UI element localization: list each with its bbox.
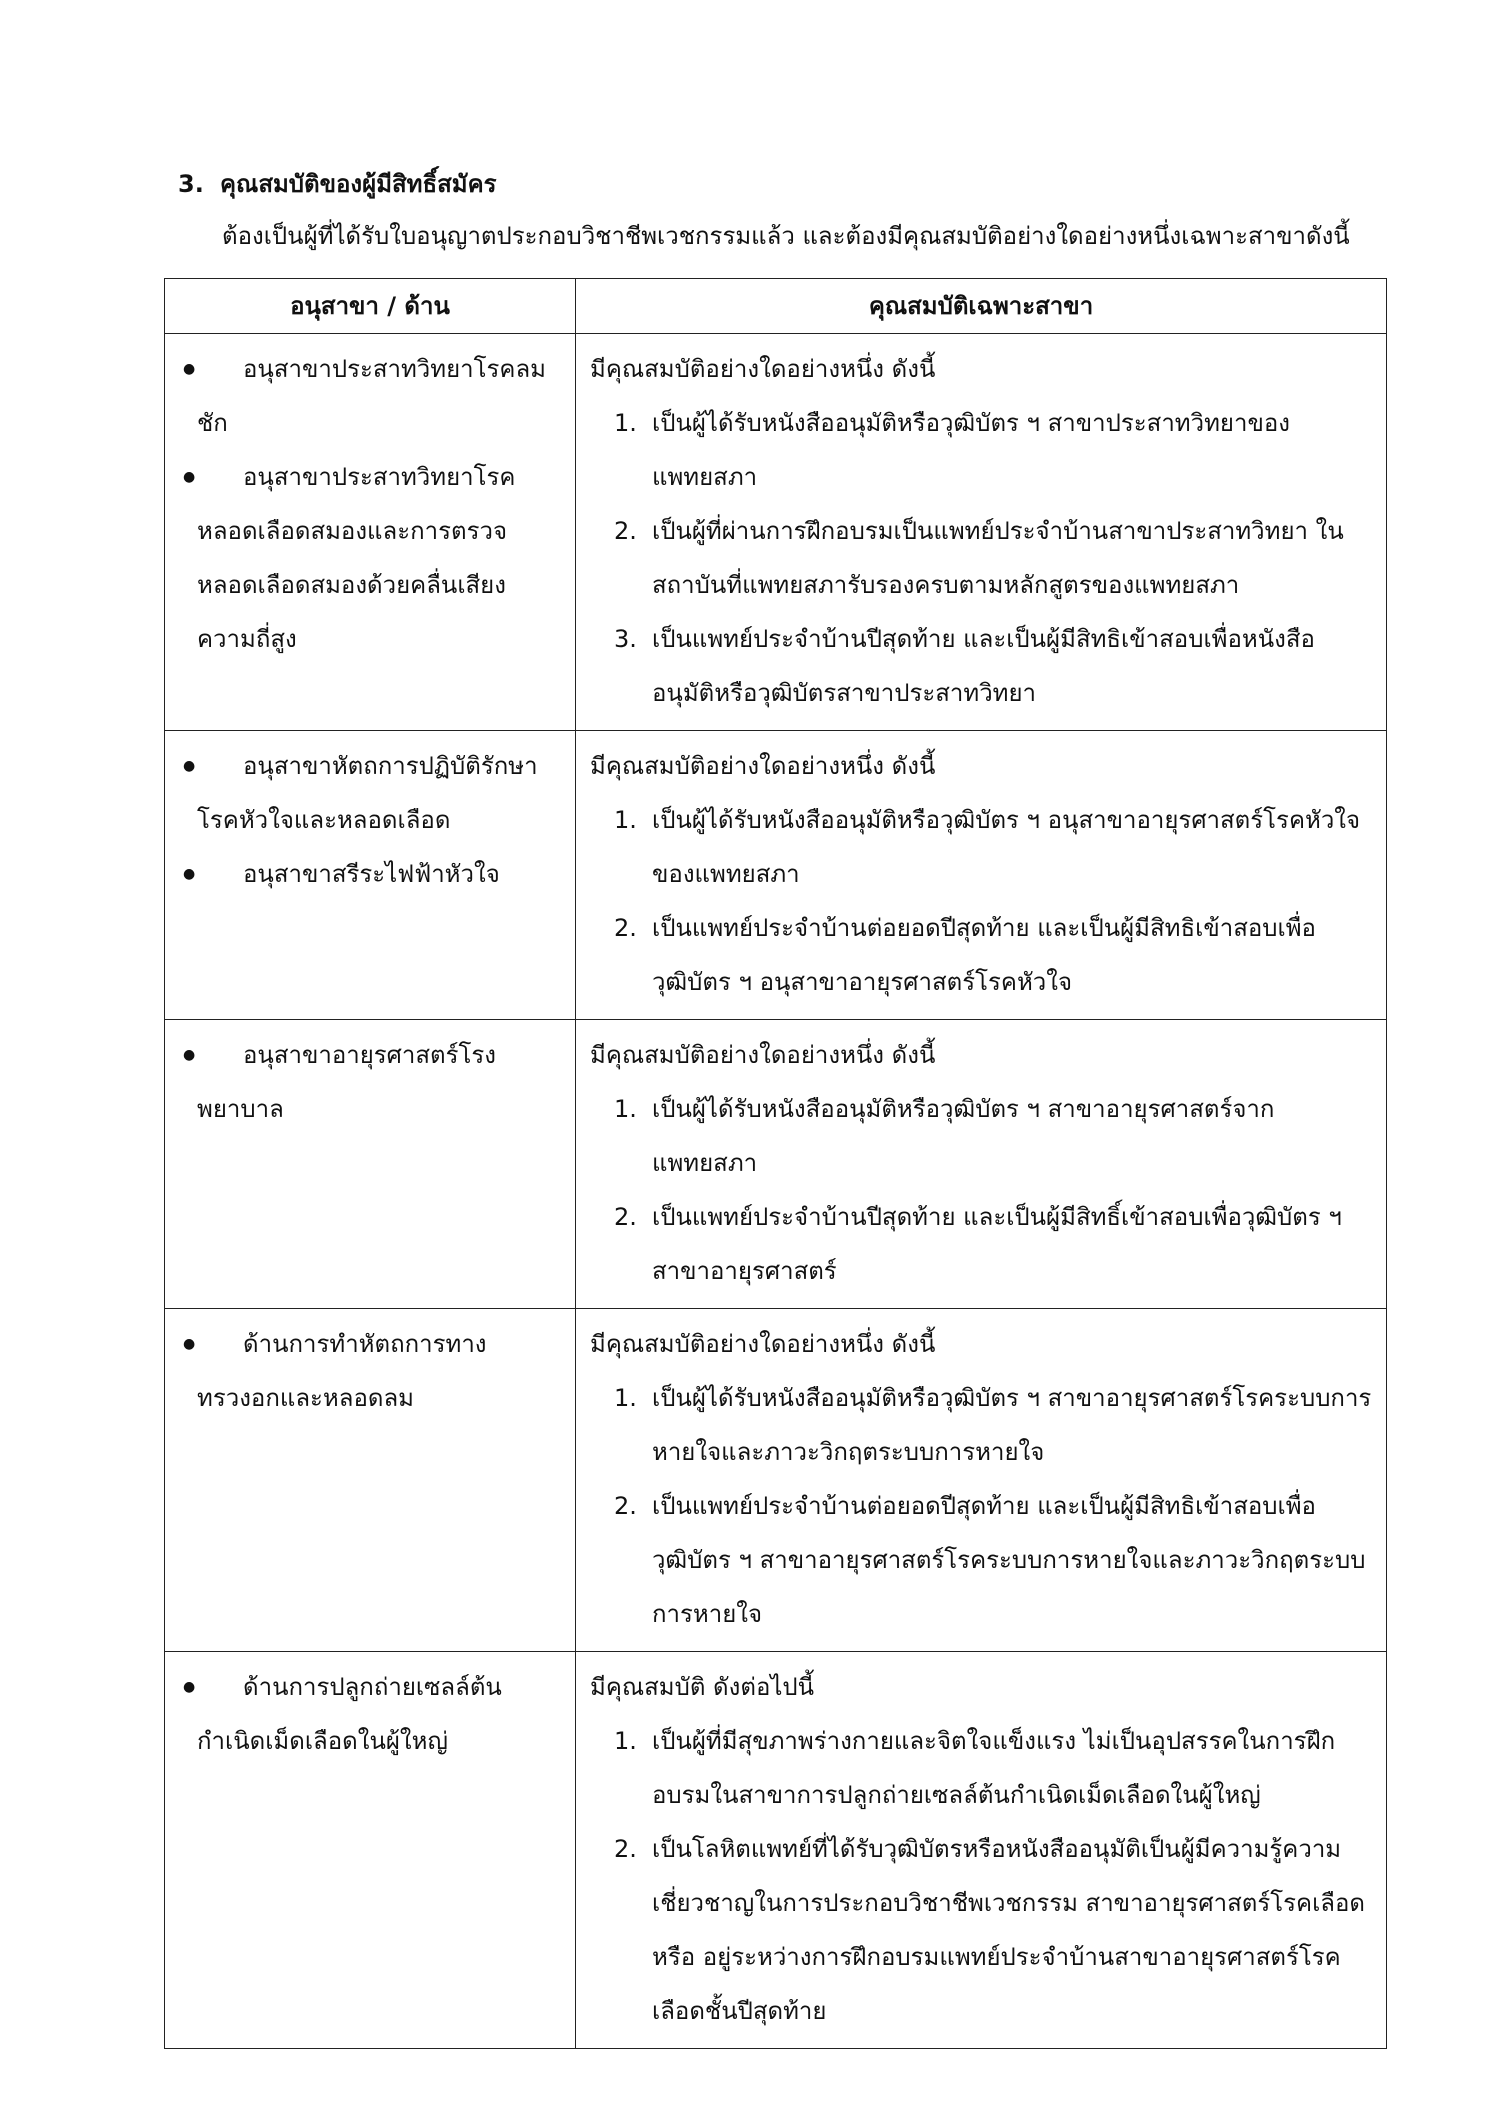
qualification-table (164, 278, 1387, 2049)
table-row (165, 1652, 1387, 2049)
criterion-number: 3. (614, 625, 637, 653)
criterion-number: 2. (614, 1203, 637, 1231)
subspecialty-list (179, 1028, 565, 1136)
qualification-lead: มีคุณสมบัติ ดังต่อไปนี้ (590, 1673, 815, 1701)
list-item: ● อนุสาขาหัตถการปฏิบัติรักษาโรคหัวใจและหลอดเลือด (179, 739, 565, 847)
list-item (614, 1479, 1376, 1641)
subspecialty-list (179, 1660, 565, 1768)
criterion-text: เป็นผู้ได้รับหนังสืออนุมัติหรือวุฒิบัตร ฯ อนุสาขาอายุรศาสตร์โรคหัวใจของแพทยสภา (652, 806, 1361, 888)
criterion-text: เป็นผู้ที่มีสุขภาพร่างกายและจิตใจแข็งแรง ไม่เป็นอุปสรรคในการฝึกอบรมในสาขาการปลูกถ่ายเซลล์ต้นกำเนิดเม็ดเลือดในผู้ใหญ่ (652, 1727, 1336, 1809)
criterion-text: เป็นแพทย์ประจำบ้านต่อยอดปีสุดท้าย และเป็นผู้มีสิทธิเข้าสอบเพื่อวุฒิบัตร ฯ อนุสาขาอายุรศาสตร์โรคหัวใจ (652, 914, 1316, 996)
list-item: ● ด้านการปลูกถ่ายเซลล์ต้นกำเนิดเม็ดเลือดในผู้ใหญ่ (179, 1660, 565, 1768)
header-subspecialty: อนุสาขา / ด้าน (165, 279, 576, 334)
list-item (614, 1714, 1376, 1822)
criteria-list (590, 1714, 1376, 2038)
qualification-lead: มีคุณสมบัติอย่างใดอย่างหนึ่ง ดังนี้ (590, 1041, 936, 1069)
list-item (614, 1082, 1376, 1190)
criterion-text: เป็นผู้ได้รับหนังสืออนุมัติหรือวุฒิบัตร ฯ สาขาอายุรศาสตร์โรคระบบการหายใจและภาวะวิกฤตระบบการหายใจ (652, 1384, 1372, 1466)
criterion-number: 1. (614, 1095, 637, 1123)
section-title: คุณสมบัติของผู้มีสิทธิ์สมัคร (220, 170, 497, 198)
criteria-list (590, 396, 1376, 720)
list-item: ● อนุสาขาอายุรศาสตร์โรงพยาบาล (179, 1028, 565, 1136)
qualification-cell (576, 731, 1387, 1020)
qualification-cell (576, 1020, 1387, 1309)
criterion-number: 2. (614, 914, 637, 942)
criteria-list (590, 1371, 1376, 1641)
bullet-icon: ● (183, 866, 196, 882)
table-row (165, 731, 1387, 1020)
bullet-icon: ● (183, 1679, 196, 1695)
list-item (614, 1822, 1376, 2038)
table-row (165, 1020, 1387, 1309)
qualification-lead: มีคุณสมบัติอย่างใดอย่างหนึ่ง ดังนี้ (590, 355, 936, 383)
bullet-icon: ● (183, 758, 196, 774)
bullet-icon: ● (183, 1047, 196, 1063)
table-row (165, 1309, 1387, 1652)
qualification-cell (576, 1309, 1387, 1652)
header-qualifications: คุณสมบัติเฉพาะสาขา (576, 279, 1387, 334)
list-item (614, 901, 1376, 1009)
list-item (614, 1190, 1376, 1298)
list-item: ● ด้านการทำหัตถการทางทรวงอกและหลอดลม (179, 1317, 565, 1425)
criterion-number: 1. (614, 409, 637, 437)
criterion-number: 1. (614, 1384, 637, 1412)
criterion-text: เป็นโลหิตแพทย์ที่ได้รับวุฒิบัตรหรือหนังสืออนุมัติเป็นผู้มีความรู้ความเชี่ยวชาญในการประกอบวิชาชีพเวชกรรม สาขาอายุรศาสตร์โรคเลือด หรือ อยู่ระหว่างการฝึกอบรมแพทย์ประจำบ้านสาขาอายุรศาสตร์โรคเลือดชั้นปีสุดท้าย (652, 1835, 1365, 2025)
criterion-text: เป็นแพทย์ประจำบ้านปีสุดท้าย และเป็นผู้มีสิทธิ์เข้าสอบเพื่อวุฒิบัตร ฯ สาขาอายุรศาสตร์ (652, 1203, 1342, 1285)
qualification-lead: มีคุณสมบัติอย่างใดอย่างหนึ่ง ดังนี้ (590, 1330, 936, 1358)
subspecialty-cell (165, 1652, 576, 2049)
table-header-row (165, 279, 1387, 334)
bullet-icon: ● (183, 361, 196, 377)
subspecialty-cell (165, 1020, 576, 1309)
criterion-text: เป็นแพทย์ประจำบ้านต่อยอดปีสุดท้าย และเป็นผู้มีสิทธิเข้าสอบเพื่อวุฒิบัตร ฯ สาขาอายุรศาสตร์โรคระบบการหายใจและภาวะวิกฤตระบบการหายใจ (652, 1492, 1366, 1628)
criterion-text: เป็นผู้ได้รับหนังสืออนุมัติหรือวุฒิบัตร ฯ สาขาอายุรศาสตร์จากแพทยสภา (652, 1095, 1275, 1177)
criterion-number: 1. (614, 1727, 637, 1755)
criterion-text: เป็นผู้ได้รับหนังสืออนุมัติหรือวุฒิบัตร ฯ สาขาประสาทวิทยาของแพทยสภา (652, 409, 1290, 491)
list-item: ● อนุสาขาประสาทวิทยาโรคลมชัก (179, 342, 565, 450)
qualification-lead: มีคุณสมบัติอย่างใดอย่างหนึ่ง ดังนี้ (590, 752, 936, 780)
qualification-cell (576, 1652, 1387, 2049)
criteria-list (590, 1082, 1376, 1298)
section-number: 3. (178, 170, 204, 198)
list-item (614, 396, 1376, 504)
list-item (614, 1371, 1376, 1479)
section-heading (178, 164, 497, 204)
subspecialty-list (179, 1317, 565, 1425)
qualification-cell (576, 334, 1387, 731)
criterion-number: 1. (614, 806, 637, 834)
criterion-number: 2. (614, 517, 637, 545)
bullet-icon: ● (183, 469, 196, 485)
criterion-text: เป็นผู้ที่ผ่านการฝึกอบรมเป็นแพทย์ประจำบ้านสาขาประสาทวิทยา ในสถาบันที่แพทยสภารับรองครบตามหลักสูตรของแพทยสภา (652, 517, 1344, 599)
criteria-list (590, 793, 1376, 1009)
criterion-number: 2. (614, 1492, 637, 1520)
subspecialty-cell (165, 731, 576, 1020)
section-intro: ต้องเป็นผู้ที่ได้รับใบอนุญาตประกอบวิชาชีพเวชกรรมแล้ว และต้องมีคุณสมบัติอย่างใดอย่างหนึ่งเฉพาะสาขาดังนี้ (222, 222, 1350, 250)
subspecialty-cell (165, 334, 576, 731)
bullet-icon: ● (183, 1336, 196, 1352)
list-item (614, 793, 1376, 901)
table-row (165, 334, 1387, 731)
list-item (614, 612, 1376, 720)
list-item (614, 504, 1376, 612)
list-item: ● อนุสาขาประสาทวิทยาโรคหลอดเลือดสมองและการตรวจหลอดเลือดสมองด้วยคลื่นเสียงความถี่สูง (179, 450, 565, 666)
criterion-number: 2. (614, 1835, 637, 1863)
subspecialty-cell (165, 1309, 576, 1652)
criterion-text: เป็นแพทย์ประจำบ้านปีสุดท้าย และเป็นผู้มีสิทธิเข้าสอบเพื่อหนังสืออนุมัติหรือวุฒิบัตรสาขาประสาทวิทยา (652, 625, 1315, 707)
subspecialty-list (179, 739, 565, 901)
list-item: ● อนุสาขาสรีระไฟฟ้าหัวใจ (179, 847, 565, 901)
subspecialty-list (179, 342, 565, 666)
